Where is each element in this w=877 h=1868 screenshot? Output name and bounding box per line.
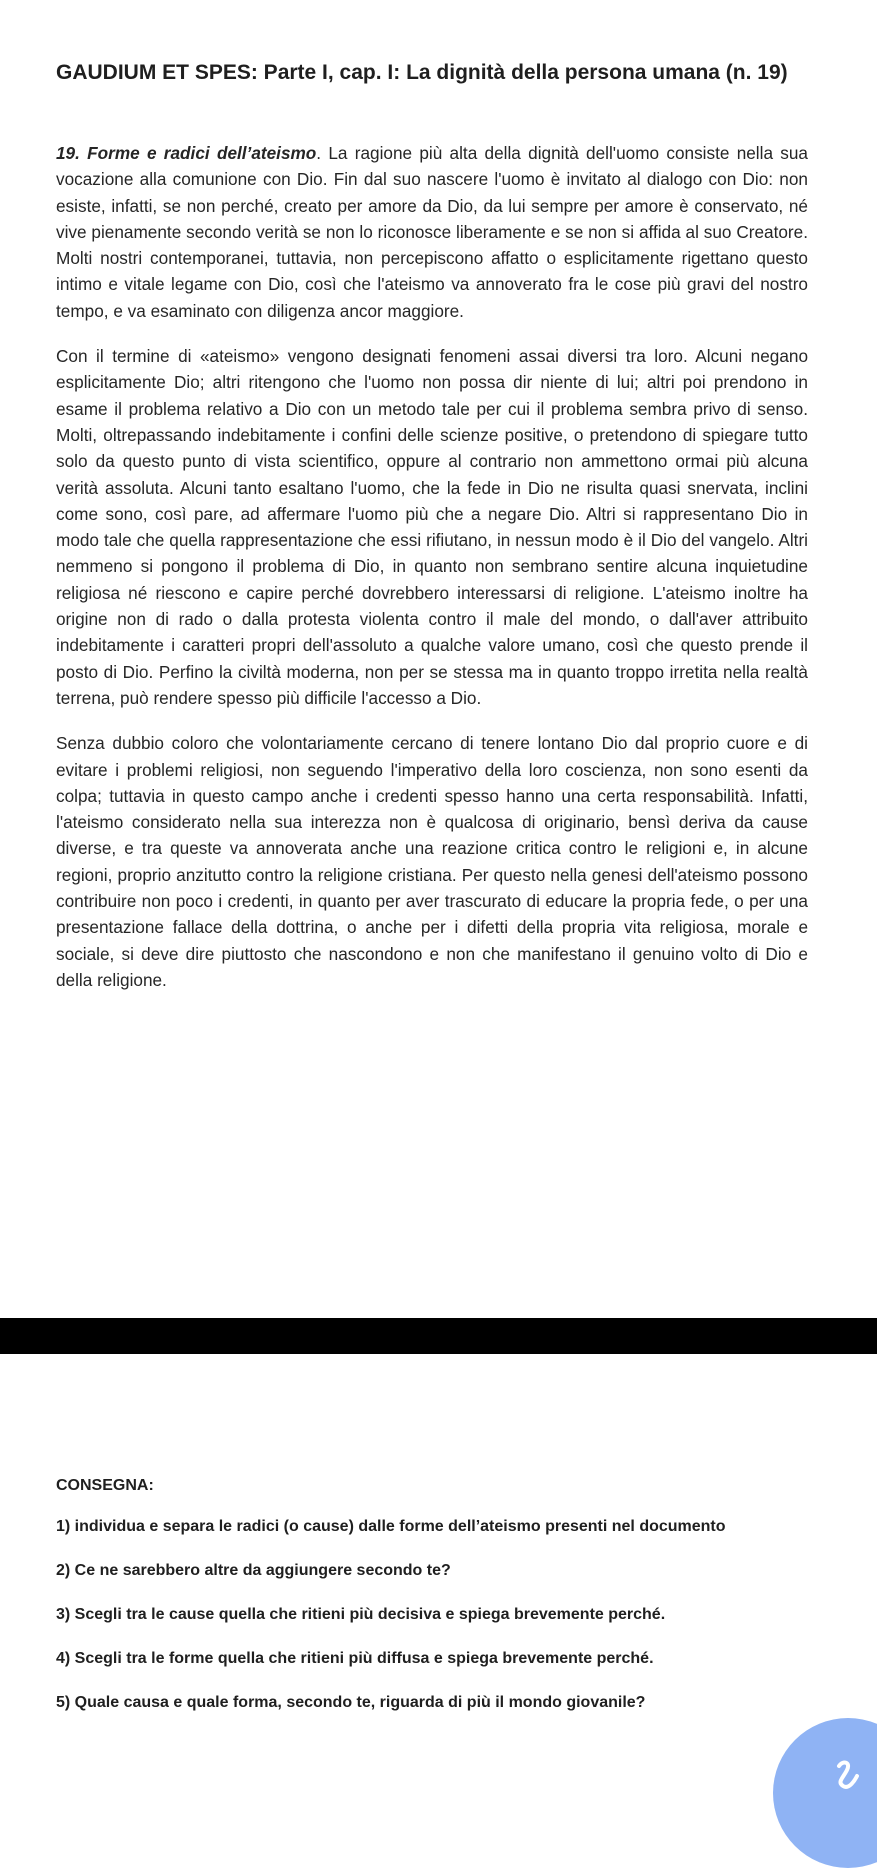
document-body (56, 140, 808, 1012)
paragraph-1 (56, 140, 808, 324)
consegna-title: CONSEGNA: (56, 1477, 154, 1494)
paragraph-2: Con il termine di «ateismo» vengono designati fenomeni assai diversi tra loro. Alcuni negano esplicitamente Dio; altri ritengono che l'uomo non possa dir niente di lui; altri poi prendono in esame il problema relativo a Dio con un metodo tale per cui il problema sembra privo di senso. Molti, oltrepassando indebitamente i confini delle scienze positive, o pretendono di spiegare tutto solo da questo punto di vista scientifico, oppure al contrario non ammettono ormai più alcuna verità assoluta. Alcuni tanto esaltano l'uomo, che la fede in Dio ne risulta quasi snervata, inclini come sono, così pare, ad affermare l'uomo più che a negare Dio. Altri si rappresentano Dio in modo tale che quella rappresentazione che essi rifiutano, in nessun modo è il Dio del vangelo. Altri nemmeno si pongono il problema di Dio, in quanto non sembrano sentire alcuna inquietudine religiosa né riescono e capire perché dovrebbero interessarsi di religione. L'ateismo inoltre ha origine non di rado o dalla protesta violenta contro il male del mondo, o dall'aver attribuito indebitamente i caratteri propri dell'assoluto a qualche valore umano, così che questo prende il posto di Dio. Perfino la civiltà moderna, non per se stessa ma in quanto troppo irretita nella realtà terrena, può rendere spesso più difficile l'accesso a Dio. (56, 346, 808, 708)
consegna-item-2: 2) Ce ne sarebbero altre da aggiungere secondo te? (56, 1562, 451, 1579)
consegna-list (56, 1515, 756, 1714)
consegna-item-3: 3) Scegli tra le cause quella che ritieni più decisiva e spiega brevemente perché. (56, 1606, 666, 1623)
consegna-item-4: 4) Scegli tra le forme quella che ritieni più diffusa e spiega brevemente perché. (56, 1650, 654, 1667)
consegna-item-5: 5) Quale causa e quale forma, secondo te, riguarda di più il mondo giovanile? (56, 1694, 646, 1711)
pen-scribble-icon (833, 1756, 861, 1796)
paragraph-3: Senza dubbio coloro che volontariamente cercano di tenere lontano Dio dal proprio cuore e di evitare i problemi religiosi, non seguendo l'imperativo della loro coscienza, non sono esenti da colpa; tuttavia in questo campo anche i credenti spesso hanno una certa responsabilità. Infatti, l'ateismo considerato nella sua interezza non è qualcosa di originario, bensì deriva da cause diverse, e tra queste va annoverata anche una reazione critica contro le religioni e, in alcune regioni, proprio anzitutto contro la religione cristiana. Per questo nella genesi dell'ateismo possono contribuire non poco i credenti, in quanto per aver trascurato di educare la propria fede, o per una presentazione fallace della dottrina, o anche per i difetti della propria vita religiosa, morale e sociale, si deve dire piuttosto che nascondono e non che manifestano il genuino volto di Dio e della religione. (56, 733, 808, 990)
document-title: GAUDIUM ET SPES: Parte I, cap. I: La dignità della persona umana (n. 19) (56, 61, 788, 84)
consegna-item-1: 1) individua e separa le radici (o cause) dalle forme dell’ateismo presenti nel documento (56, 1518, 726, 1535)
paragraph-1-lead: 19. Forme e radici dell’ateismo (56, 143, 317, 163)
page-separator-band (0, 1318, 877, 1354)
consegna-section (56, 1474, 756, 1735)
paragraph-1-text: . La ragione più alta della dignità dell'uomo consiste nella sua vocazione alla comunione con Dio. Fin dal suo nascere l'uomo è invitato al dialogo con Dio: non esiste, infatti, se non perché, creato per amore da Dio, da lui sempre per amore è conservato, né vive pienamente secondo verità se non lo riconosce liberamente e se non si affida al suo Creatore. Molti nostri contemporanei, tuttavia, non percepiscono affatto o esplicitamente rigettano questo intimo e vitale legame con Dio, così che l'ateismo va annoverato fra le cose più gravi del nostro tempo, e va esaminato con diligenza ancor maggiore. (56, 143, 808, 321)
